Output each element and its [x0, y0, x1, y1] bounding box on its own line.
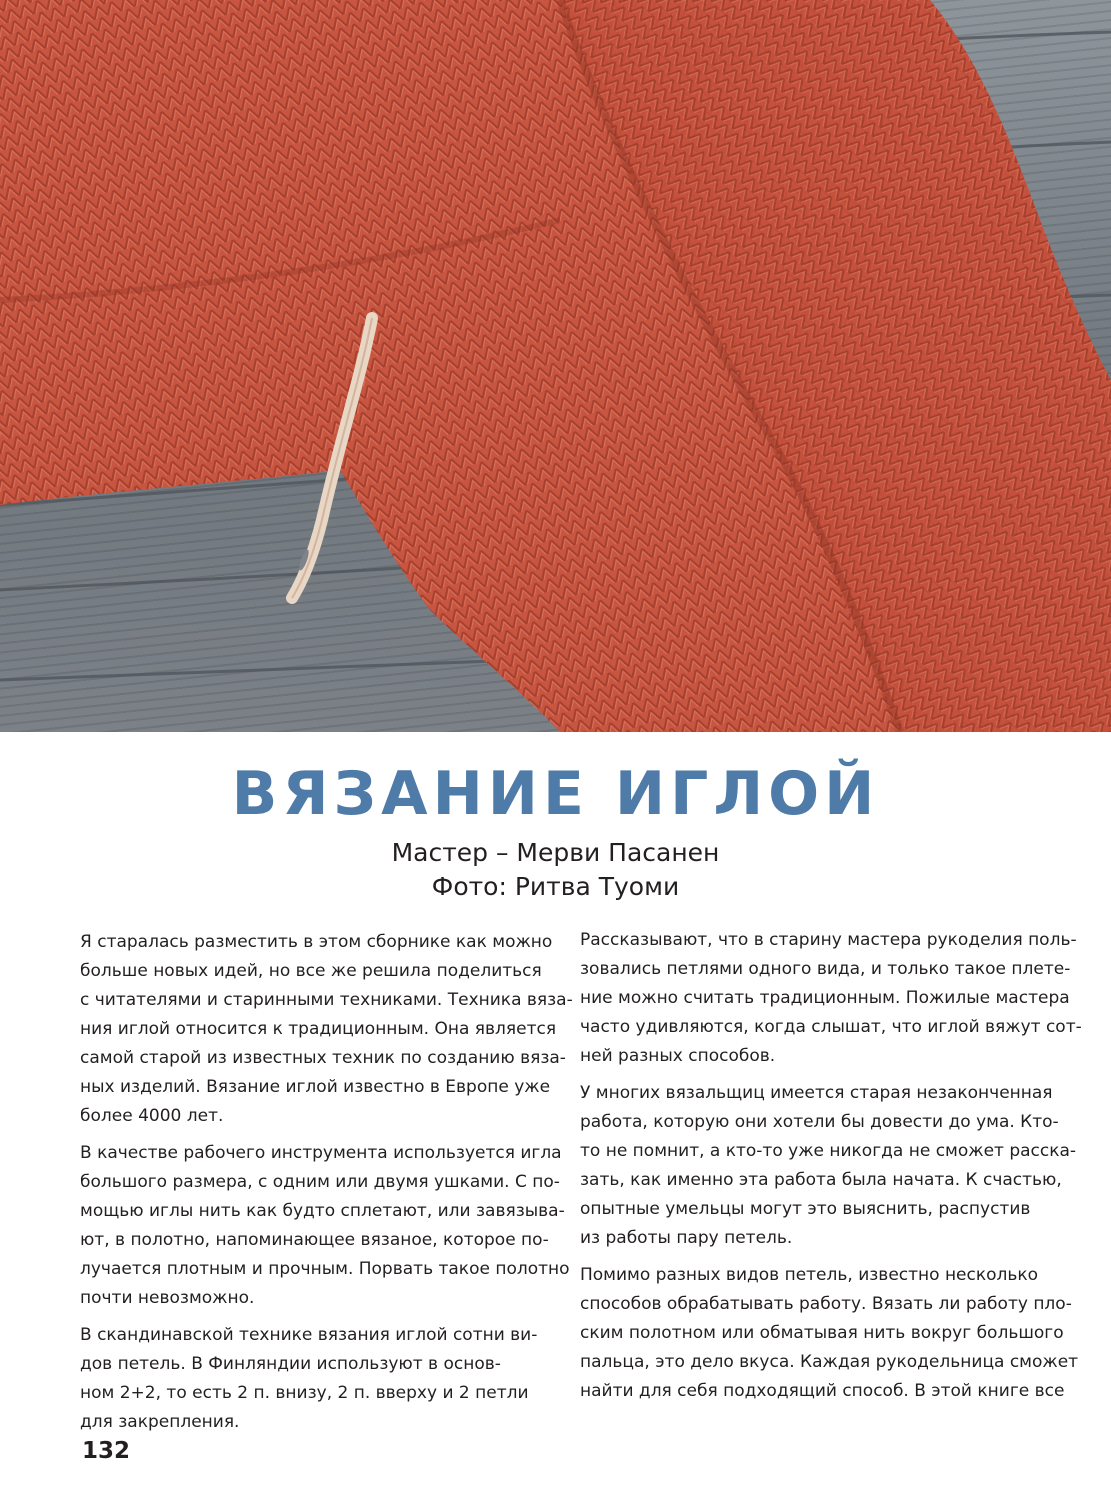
text-line: из работы пару петель.	[580, 1228, 793, 1248]
text-line: более 4000 лет.	[80, 1106, 224, 1126]
text-line: ние можно считать традиционным. Пожилые мастера	[580, 988, 1070, 1008]
text-line: зовались петлями одного вида, и только такое плете-	[580, 959, 1071, 979]
text-line: большого размера, с одним или двумя ушками. С по-	[80, 1172, 560, 1192]
text-line: У многих вязальщиц имеется старая незаконченная	[580, 1083, 1053, 1103]
text-column-left	[80, 928, 573, 1445]
text-line: В скандинавской технике вязания иглой сотни ви-	[80, 1325, 538, 1345]
text-line: В качестве рабочего инструмента используется игла	[80, 1143, 562, 1163]
text-line: с читателями и старинными техниками. Техника вяза-	[80, 990, 573, 1010]
text-line: зать, как именно эта работа была начата. К счастью,	[580, 1170, 1062, 1190]
page-number: 132	[82, 1438, 131, 1464]
text-line: ским полотном или обматывая нить вокруг большого	[580, 1323, 1064, 1343]
credit-photo: Фото: Ритва Туоми	[431, 872, 680, 901]
text-line: то не помнит, а кто-то уже никогда не сможет расска-	[580, 1141, 1077, 1161]
text-line: способов обрабатывать работу. Вязать ли работу пло-	[580, 1294, 1072, 1314]
text-line: больше новых идей, но все же решила поделиться	[80, 961, 542, 981]
page-title: ВЯЗАНИЕ ИГЛОЙ	[231, 759, 880, 829]
hero-photo	[0, 0, 1111, 732]
text-line: мощью иглы нить как будто сплетают, или завязыва-	[80, 1201, 565, 1221]
text-line: опытные умельцы могут это выяснить, распустив	[580, 1199, 1031, 1219]
text-line: работа, которую они хотели бы довести до ума. Кто-	[580, 1112, 1059, 1132]
text-column-right	[580, 926, 1082, 1414]
text-line: Я старалась разместить в этом сборнике как можно	[80, 932, 553, 952]
paragraph	[80, 1139, 570, 1313]
text-line: ния иглой относится к традиционным. Она является	[80, 1019, 557, 1039]
text-line: найти для себя подходящий способ. В этой книге все	[580, 1381, 1065, 1401]
text-line: самой старой из известных техник по созданию вяза-	[80, 1048, 566, 1068]
text-line: дов петель. В Финляндии используют в основ-	[80, 1354, 501, 1374]
text-line: ных изделий. Вязание иглой известно в Европе уже	[80, 1077, 551, 1097]
paragraph	[80, 1321, 540, 1437]
paragraph	[580, 926, 1082, 1071]
text-line: часто удивляются, когда слышат, что иглой вяжут сот-	[580, 1017, 1082, 1037]
text-line: Рассказывают, что в старину мастера рукоделия поль-	[580, 930, 1077, 950]
text-line: Помимо разных видов петель, известно несколько	[580, 1265, 1039, 1285]
text-line: пальца, это дело вкуса. Каждая рукодельница сможет	[580, 1352, 1079, 1372]
text-line: ней разных способов.	[580, 1046, 776, 1066]
paragraph	[80, 928, 573, 1131]
paragraph	[580, 1261, 1079, 1406]
knitting-illustration	[0, 0, 1111, 732]
paragraph	[580, 1079, 1077, 1253]
text-line: ют, в полотно, напоминающее вязаное, которое по-	[80, 1230, 549, 1250]
text-line: ном 2+2, то есть 2 п. внизу, 2 п. вверху и 2 петли	[80, 1383, 529, 1403]
credit-master: Мастер – Мерви Пасанен	[391, 838, 720, 867]
text-line: лучается плотным и прочным. Порвать такое полотно	[80, 1259, 570, 1279]
text-line: почти невозможно.	[80, 1288, 255, 1308]
text-line: для закрепления.	[80, 1412, 240, 1432]
